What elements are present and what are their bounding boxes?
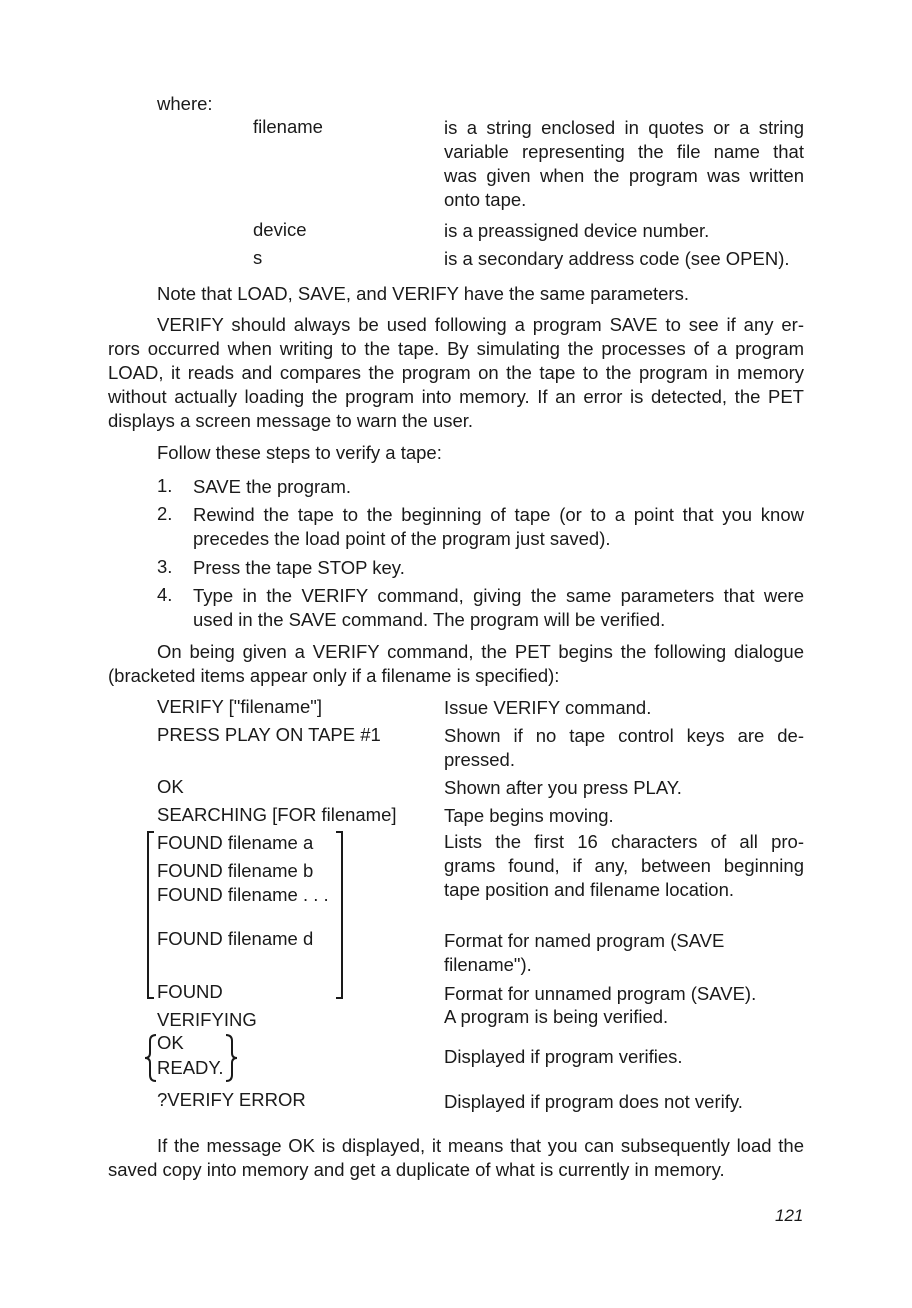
dialogue-desc-line: Shown if no tape control keys are de- <box>444 725 804 746</box>
dialogue-brace-ok: OK <box>157 1032 184 1053</box>
step-line: Press the tape STOP key. <box>193 557 405 578</box>
where-label: where: <box>157 93 213 114</box>
step-text <box>193 503 804 551</box>
paragraph-line: saved copy into memory and get a duplicate of what is currently in memory. <box>108 1159 725 1180</box>
dialogue-verifying: VERIFYING <box>157 1009 257 1030</box>
step-number: 2. <box>157 503 173 524</box>
dialogue-found-b: FOUND filename b <box>157 860 314 881</box>
dialogue-desc-searching <box>444 804 804 828</box>
def-term-device: device <box>253 219 307 240</box>
page-number: 121 <box>775 1206 804 1225</box>
dialogue-verify-error: ?VERIFY ERROR <box>157 1089 306 1110</box>
def-term-filename: filename <box>253 116 323 137</box>
def-desc-filename <box>444 116 804 212</box>
dialogue-desc-verifying <box>444 1005 804 1029</box>
dialogue-desc-found <box>444 830 804 902</box>
def-desc-line: is a secondary address code (see OPEN). <box>444 248 790 269</box>
paragraph-line: displays a screen message to warn the user. <box>108 410 474 431</box>
step-line: used in the SAVE command. The program will be verified. <box>193 609 666 630</box>
step-text <box>193 556 804 580</box>
dialogue-desc-line: Displayed if program verifies. <box>444 1046 683 1067</box>
dialogue-verify-command: VERIFY ["filename"] <box>157 696 322 717</box>
right-bracket-icon <box>334 830 346 1002</box>
paragraph-line: rors occurred when writing to the tape. By simulating the processes of a program <box>108 338 804 359</box>
paragraph-line: If the message OK is displayed, it means that you can subsequently load the <box>157 1135 804 1156</box>
dialogue-found-a: FOUND filename a <box>157 832 314 853</box>
step-text <box>193 475 804 499</box>
step-number: 1. <box>157 475 173 496</box>
dialogue-ok: OK <box>157 776 184 797</box>
step-line: SAVE the program. <box>193 476 352 497</box>
dialogue-desc-line: Issue VERIFY command. <box>444 697 652 718</box>
dialogue-desc-press-play <box>444 724 804 772</box>
dialogue-desc-line: tape position and filename location. <box>444 879 735 900</box>
step-line: Type in the VERIFY command, giving the same parameters that were <box>193 585 804 606</box>
dialogue-press-play: PRESS PLAY ON TAPE #1 <box>157 724 381 745</box>
step-text <box>193 584 804 632</box>
note-text: Note that LOAD, SAVE, and VERIFY have the same parameters. <box>157 283 689 304</box>
dialogue-intro <box>108 640 804 688</box>
dialogue-desc-ok <box>444 776 804 800</box>
right-brace-icon <box>224 1033 238 1083</box>
def-term-s: s <box>253 247 263 268</box>
dialogue-desc-line: filename"). <box>444 954 532 975</box>
dialogue-brace-ready: READY. <box>157 1057 224 1078</box>
dialogue-desc-error <box>444 1090 804 1114</box>
dialogue-desc-line: pressed. <box>444 749 515 770</box>
dialogue-desc-line: Displayed if program does not verify. <box>444 1091 743 1112</box>
paragraph-line: without actually loading the program into memory. If an error is detected, the PET <box>108 386 804 407</box>
def-desc-device <box>444 219 804 243</box>
dialogue-found: FOUND <box>157 981 223 1002</box>
steps-intro: Follow these steps to verify a tape: <box>157 442 442 463</box>
verify-paragraph <box>108 313 804 433</box>
step-line: precedes the load point of the program just saved). <box>193 528 611 549</box>
dialogue-searching: SEARCHING [FOR filename] <box>157 804 397 825</box>
dialogue-found-d: FOUND filename d <box>157 928 314 949</box>
dialogue-desc-line: Format for unnamed program (SAVE). <box>444 983 757 1004</box>
dialogue-desc-line: Lists the first 16 characters of all pro- <box>444 831 804 852</box>
def-desc-line: variable representing the file name that <box>444 141 804 162</box>
left-bracket-icon <box>144 830 156 1002</box>
dialogue-desc-line: Tape begins moving. <box>444 805 614 826</box>
closing-paragraph <box>108 1134 804 1182</box>
dialogue-desc-verify <box>444 696 804 720</box>
dialogue-found-dots: FOUND filename . . . <box>157 884 329 905</box>
dialogue-desc-line: grams found, if any, between beginning <box>444 855 804 876</box>
dialogue-desc-found-unnamed <box>444 982 804 1006</box>
paragraph-line: (bracketed items appear only if a filename is specified): <box>108 665 560 686</box>
step-number: 3. <box>157 556 173 577</box>
dialogue-desc-line: Format for named program (SAVE <box>444 930 725 951</box>
def-desc-s <box>444 247 804 271</box>
paragraph-line: On being given a VERIFY command, the PET begins the following dialogue <box>157 641 804 662</box>
dialogue-desc-brace <box>444 1045 804 1069</box>
def-desc-line: onto tape. <box>444 189 527 210</box>
dialogue-desc-line: A program is being verified. <box>444 1006 669 1027</box>
left-brace-icon <box>144 1033 158 1083</box>
def-desc-line: is a string enclosed in quotes or a string <box>444 117 804 138</box>
step-line: Rewind the tape to the beginning of tape (or to a point that you know <box>193 504 804 525</box>
paragraph-line: VERIFY should always be used following a program SAVE to see if any er- <box>157 314 804 335</box>
def-desc-line: was given when the program was written <box>444 165 804 186</box>
dialogue-desc-found-d <box>444 929 804 977</box>
def-desc-line: is a preassigned device number. <box>444 220 710 241</box>
step-number: 4. <box>157 584 173 605</box>
dialogue-desc-line: Shown after you press PLAY. <box>444 777 682 798</box>
paragraph-line: LOAD, it reads and compares the program on the tape to the program in memory <box>108 362 804 383</box>
